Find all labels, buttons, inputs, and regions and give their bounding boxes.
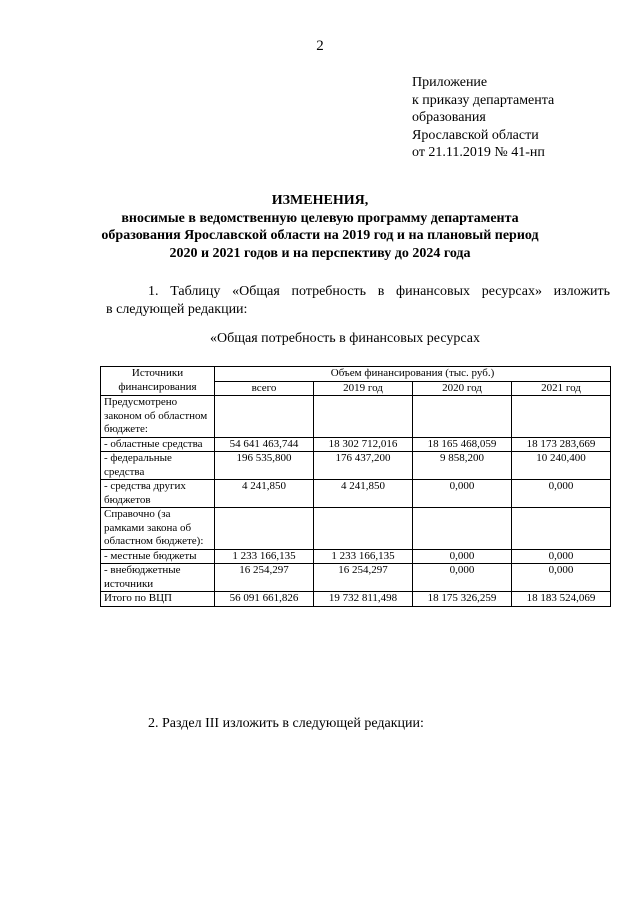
cell-total: 56 091 661,826 xyxy=(215,592,314,607)
header-2020: 2020 год xyxy=(413,381,512,396)
cell-2020: 0,000 xyxy=(413,564,512,592)
cell-2021 xyxy=(512,508,611,550)
row-label: - федеральные средства xyxy=(101,452,215,480)
table-row xyxy=(101,480,611,508)
cell-2020: 18 165 468,059 xyxy=(413,437,512,452)
paragraph-1-line-2: в следующей редакции: xyxy=(106,302,248,317)
appendix-block xyxy=(412,74,554,162)
header-volume: Объем финансирования (тыс. руб.) xyxy=(215,367,611,382)
appendix-line: Приложение xyxy=(412,75,488,90)
cell-2019: 1 233 166,135 xyxy=(314,549,413,564)
table-header-row xyxy=(101,367,611,382)
appendix-line: от 21.11.2019 № 41-нп xyxy=(412,145,545,160)
header-source: Источники финансирования xyxy=(101,367,215,396)
table-row xyxy=(101,508,611,550)
paragraph-1 xyxy=(106,283,610,319)
header-2019: 2019 год xyxy=(314,381,413,396)
heading-title: ИЗМЕНЕНИЯ, xyxy=(271,193,369,208)
table-row xyxy=(101,452,611,480)
cell-2021 xyxy=(512,396,611,438)
cell-2021: 0,000 xyxy=(512,564,611,592)
row-label: Предусмотрено законом об областном бюджете: xyxy=(101,396,215,438)
row-label: - внебюджетные источники xyxy=(101,564,215,592)
cell-total: 16 254,297 xyxy=(215,564,314,592)
cell-total xyxy=(215,396,314,438)
page-number: 2 xyxy=(316,38,324,54)
row-label: - средства других бюджетов xyxy=(101,480,215,508)
table-row xyxy=(101,564,611,592)
cell-2019 xyxy=(314,508,413,550)
heading-line: образования Ярославской области на 2019 год и на плановый период xyxy=(101,228,539,243)
cell-2021: 10 240,400 xyxy=(512,452,611,480)
cell-2021: 0,000 xyxy=(512,480,611,508)
appendix-line: Ярославской области xyxy=(412,127,539,143)
table-total-row xyxy=(101,592,611,607)
row-label: - областные средства xyxy=(101,437,215,452)
cell-2019: 4 241,850 xyxy=(314,480,413,508)
cell-total: 54 641 463,744 xyxy=(215,437,314,452)
financing-table xyxy=(100,366,611,607)
paragraph-2: 2. Раздел III изложить в следующей редакции: xyxy=(148,716,424,731)
cell-2019: 19 732 811,498 xyxy=(314,592,413,607)
paragraph-1-line-1: 1. Таблицу «Общая потребность в финансовых ресурсах» изложить xyxy=(148,284,610,299)
appendix-line: к приказу департамента xyxy=(412,92,555,108)
cell-2020: 0,000 xyxy=(413,480,512,508)
cell-2020 xyxy=(413,508,512,550)
cell-2019: 16 254,297 xyxy=(314,564,413,592)
cell-2021: 18 173 283,669 xyxy=(512,437,611,452)
cell-2020: 0,000 xyxy=(413,549,512,564)
header-total: всего xyxy=(215,381,314,396)
cell-2021: 0,000 xyxy=(512,549,611,564)
cell-2019: 18 302 712,016 xyxy=(314,437,413,452)
header-2021: 2021 год xyxy=(512,381,611,396)
cell-total: 4 241,850 xyxy=(215,480,314,508)
cell-2020 xyxy=(413,396,512,438)
document-heading xyxy=(90,192,550,262)
table-caption: «Общая потребность в финансовых ресурсах xyxy=(210,331,480,346)
row-label: Справочно (за рамками закона об областном бюджете): xyxy=(101,508,215,550)
row-label: Итого по ВЦП xyxy=(101,592,215,607)
table-row xyxy=(101,396,611,438)
cell-2019 xyxy=(314,396,413,438)
heading-line: 2020 и 2021 годов и на перспективу до 2024 года xyxy=(169,245,471,261)
table-row xyxy=(101,437,611,452)
appendix-line: образования xyxy=(412,110,486,125)
cell-2021: 18 183 524,069 xyxy=(512,592,611,607)
cell-total: 196 535,800 xyxy=(215,452,314,480)
table-row xyxy=(101,549,611,564)
cell-2020: 9 858,200 xyxy=(413,452,512,480)
heading-line: вносимые в ведомственную целевую программу департамента xyxy=(121,210,519,226)
cell-2019: 176 437,200 xyxy=(314,452,413,480)
cell-total xyxy=(215,508,314,550)
row-label: - местные бюджеты xyxy=(101,549,215,564)
cell-total: 1 233 166,135 xyxy=(215,549,314,564)
cell-2020: 18 175 326,259 xyxy=(413,592,512,607)
